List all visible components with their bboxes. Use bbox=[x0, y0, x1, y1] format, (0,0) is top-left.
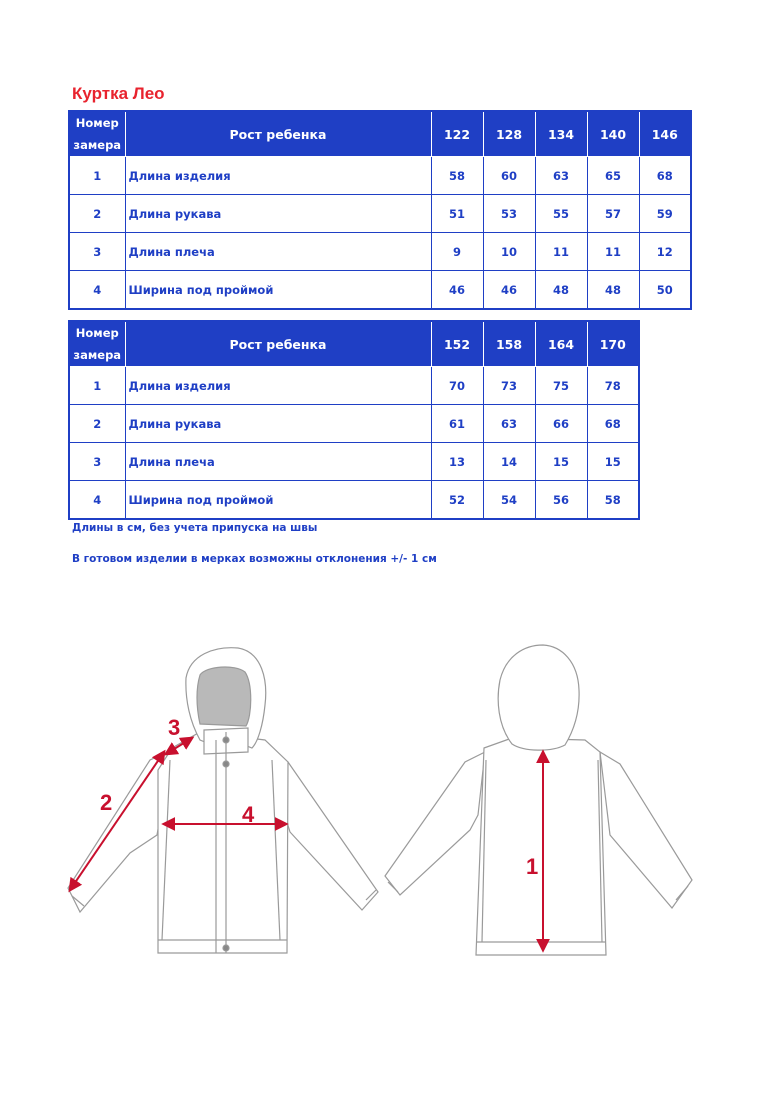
measure-value: 60 bbox=[483, 157, 535, 195]
header-size: 140 bbox=[587, 111, 639, 157]
measure-value: 63 bbox=[483, 405, 535, 443]
measure-value: 78 bbox=[587, 367, 639, 405]
measure-label-2: 2 bbox=[100, 790, 113, 815]
measure-value: 68 bbox=[587, 405, 639, 443]
measure-value: 68 bbox=[639, 157, 691, 195]
measure-value: 11 bbox=[535, 233, 587, 271]
header-size: 128 bbox=[483, 111, 535, 157]
measure-number: 1 bbox=[69, 157, 125, 195]
table-row bbox=[69, 157, 691, 195]
header-size: 122 bbox=[431, 111, 483, 157]
measure-value: 12 bbox=[639, 233, 691, 271]
measure-name: Ширина под проймой bbox=[125, 481, 431, 520]
table-row bbox=[69, 271, 691, 310]
table-row bbox=[69, 405, 639, 443]
measure-number: 2 bbox=[69, 405, 125, 443]
measure-value: 53 bbox=[483, 195, 535, 233]
header-size: 164 bbox=[535, 321, 587, 367]
measure-value: 58 bbox=[587, 481, 639, 520]
measure-value: 46 bbox=[431, 271, 483, 310]
measure-value: 9 bbox=[431, 233, 483, 271]
header-height-label: Рост ребенка bbox=[125, 111, 431, 157]
header-size: 152 bbox=[431, 321, 483, 367]
measure-name: Длина изделия bbox=[125, 367, 431, 405]
measure-value: 50 bbox=[639, 271, 691, 310]
measure-number: 4 bbox=[69, 481, 125, 520]
header-size: 158 bbox=[483, 321, 535, 367]
measure-value: 11 bbox=[587, 233, 639, 271]
header-size: 170 bbox=[587, 321, 639, 367]
measure-name: Длина рукава bbox=[125, 195, 431, 233]
table-row bbox=[69, 481, 639, 520]
measure-value: 57 bbox=[587, 195, 639, 233]
measure-value: 13 bbox=[431, 443, 483, 481]
measure-value: 51 bbox=[431, 195, 483, 233]
measure-name: Длина плеча bbox=[125, 233, 431, 271]
measure-value: 55 bbox=[535, 195, 587, 233]
measure-value: 56 bbox=[535, 481, 587, 520]
header-measure-number: Номер замера bbox=[69, 111, 125, 157]
measure-name: Длина изделия bbox=[125, 157, 431, 195]
measure-value: 48 bbox=[535, 271, 587, 310]
measure-value: 48 bbox=[587, 271, 639, 310]
jacket-diagram bbox=[0, 560, 762, 980]
measure-value: 10 bbox=[483, 233, 535, 271]
header-measure-number: Номер замера bbox=[69, 321, 125, 367]
measure-label-3: 3 bbox=[168, 715, 181, 740]
measure-name: Ширина под проймой bbox=[125, 271, 431, 310]
jacket-back bbox=[385, 645, 692, 955]
measure-value: 46 bbox=[483, 271, 535, 310]
measure-number: 3 bbox=[69, 233, 125, 271]
table-row bbox=[69, 443, 639, 481]
measure-number: 2 bbox=[69, 195, 125, 233]
measure-value: 58 bbox=[431, 157, 483, 195]
measure-value: 52 bbox=[431, 481, 483, 520]
measure-value: 63 bbox=[535, 157, 587, 195]
size-table-1 bbox=[68, 110, 692, 310]
measure-label-4: 4 bbox=[242, 802, 255, 827]
jacket-front bbox=[68, 648, 378, 953]
table-row bbox=[69, 233, 691, 271]
product-title: Куртка Лео bbox=[72, 84, 165, 103]
header-size: 134 bbox=[535, 111, 587, 157]
measure-value: 65 bbox=[587, 157, 639, 195]
measure-number: 3 bbox=[69, 443, 125, 481]
measure-value: 15 bbox=[587, 443, 639, 481]
measure-value: 54 bbox=[483, 481, 535, 520]
measure-label-1: 1 bbox=[526, 854, 539, 879]
note-tolerance: В готовом изделии в мерках возможны отклонения +/- 1 см bbox=[72, 553, 437, 565]
measure-value: 15 bbox=[535, 443, 587, 481]
measure-number: 4 bbox=[69, 271, 125, 310]
note-units: Длины в см, без учета припуска на швы bbox=[72, 522, 318, 534]
table-row bbox=[69, 367, 639, 405]
measure-name: Длина рукава bbox=[125, 405, 431, 443]
measure-value: 59 bbox=[639, 195, 691, 233]
measure-value: 75 bbox=[535, 367, 587, 405]
header-row bbox=[69, 111, 691, 157]
measure-number: 1 bbox=[69, 367, 125, 405]
measure-value: 66 bbox=[535, 405, 587, 443]
measure-value: 73 bbox=[483, 367, 535, 405]
header-size: 146 bbox=[639, 111, 691, 157]
measure-value: 70 bbox=[431, 367, 483, 405]
measure-value: 14 bbox=[483, 443, 535, 481]
table-row bbox=[69, 195, 691, 233]
header-row bbox=[69, 321, 639, 367]
size-table-2 bbox=[68, 320, 640, 520]
header-height-label: Рост ребенка bbox=[125, 321, 431, 367]
measure-name: Длина плеча bbox=[125, 443, 431, 481]
measure-value: 61 bbox=[431, 405, 483, 443]
